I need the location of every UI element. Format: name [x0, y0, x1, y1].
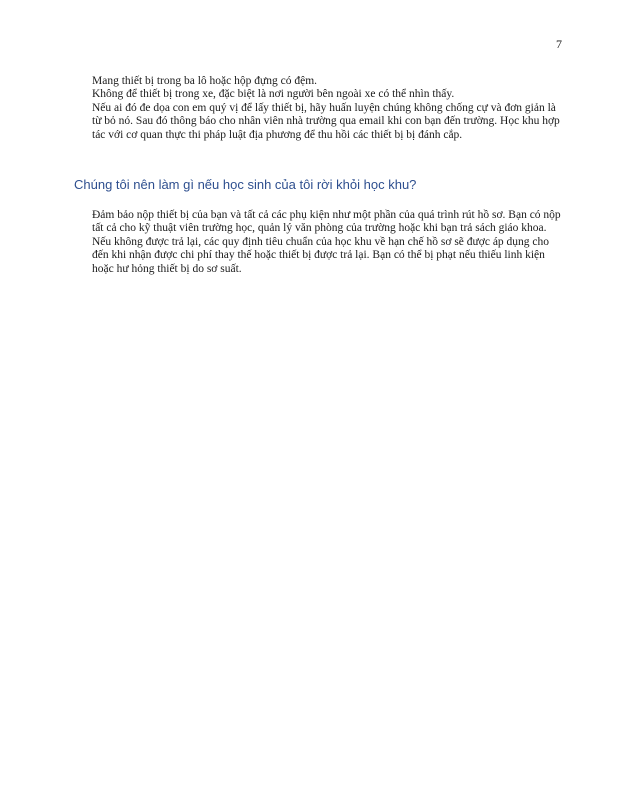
- bullet-list-care: [74, 75, 562, 142]
- list-item-text: Nếu ai đó đe dọa con em quý vị để lấy thiết bị, hãy huấn luyện chúng không chống cự và đơn giản là từ bỏ nó. Sau đó thông báo cho nhân viên nhà trường qua email khi con bạn đến trường. Học khu hợp tác với cơ quan thực thi pháp luật địa phương để thu hồi các thiết bị bị đánh cắp.: [92, 101, 560, 141]
- bullet-list-withdrawal: [74, 209, 562, 276]
- list-item: [74, 209, 562, 236]
- list-item: [74, 75, 562, 88]
- list-item: [74, 102, 562, 142]
- list-item-text: Mang thiết bị trong ba lô hoặc hộp đựng có đệm.: [92, 75, 318, 87]
- list-item: [74, 236, 562, 276]
- list-item-text: Không để thiết bị trong xe, đặc biệt là nơi người bên ngoài xe có thể nhìn thấy.: [92, 88, 455, 101]
- section-heading: Chúng tôi nên làm gì nếu học sinh của tôi rời khỏi học khu?: [74, 177, 417, 192]
- page-number: 7: [556, 37, 562, 51]
- list-item-text: Đảm bảo nộp thiết bị của bạn và tất cả các phụ kiện như một phần của quá trình rút hồ sơ. Bạn có nộp tất cả cho kỹ thuật viên trường học, quản lý văn phòng của trường hoặc khi bạn trả sách giáo khoa.: [92, 209, 561, 235]
- list-item: [74, 88, 562, 101]
- list-item-text: Nếu không được trả lại, các quy định tiêu chuẩn của học khu về hạn chế hồ sơ sẽ được áp dụng cho đến khi nhận được chi phí thay thế hoặc thiết bị được trả lại. Bạn có thể bị phạt nếu thiếu linh kiện hoặc hư hỏng thiết bị do sơ suất.: [92, 235, 550, 275]
